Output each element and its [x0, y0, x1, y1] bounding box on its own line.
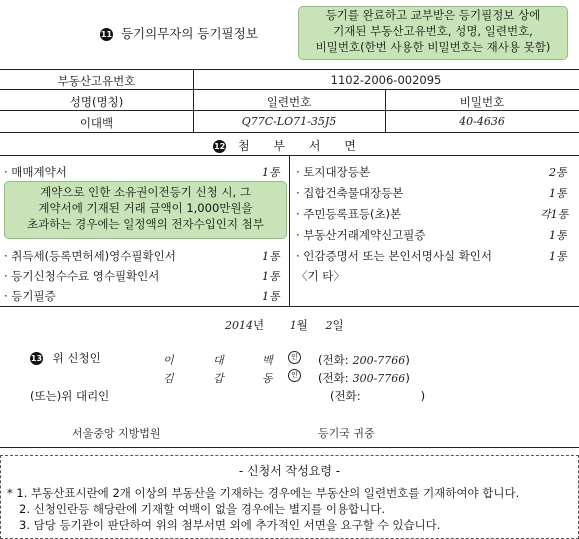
section-title: 등기의무자의 등기필정보 [120, 26, 258, 41]
col-header-password: 비밀번호 [459, 95, 505, 109]
phone-label: (전화: [318, 353, 349, 367]
applicant-name-char: 동 [262, 372, 273, 385]
applicant-label: 위 신청인 [52, 351, 101, 365]
other-label: 〈기 타〉 [296, 269, 345, 283]
note-line: 계약으로 인한 소유권이전등기 신청 시, 그 [40, 185, 251, 199]
owner-password: 40-4636 [459, 115, 505, 128]
attachment-item: · 매매계약서 [4, 165, 67, 179]
applicant-phone [318, 352, 410, 368]
instructions-box [0, 455, 579, 539]
application-date [225, 317, 344, 333]
attachment-item: · 부동산거래계약신고필증 [296, 228, 426, 242]
attachment-item: · 등기신청수수료 영수필확인서 [4, 269, 160, 283]
property-number: 1102-2006-002095 [330, 73, 442, 87]
attachment-item: · 인감증명서 또는 본인서명사실 확인서 [296, 249, 493, 263]
instruction-item: * 1. 부동산표시란에 2개 이상의 부동산을 기재하는 경우에는 부동산의 일련번호를 기재하여야 합니다. [7, 486, 520, 500]
attachment-item: · 주민등록표등(초)본 [296, 207, 402, 221]
applicant-name-char: 갑 [213, 372, 224, 385]
seal-mark [288, 368, 301, 382]
date-year-unit: 년 [253, 318, 265, 332]
attachments-title: 첨 부 서 면 [238, 139, 366, 153]
note-line: 비밀번호(한번 사용한 비밀번호는 재사용 못함) [315, 40, 551, 54]
registry-name: 등기국 귀중 [318, 427, 375, 440]
applicant-name-char: 대 [213, 354, 224, 367]
date-month: 1 [289, 319, 297, 332]
court-name: 서울중앙 지방법원 [72, 427, 161, 440]
seal-icon: 인 [288, 369, 301, 382]
col-header-name: 성명(명칭) [69, 95, 124, 109]
phone-close: ) [405, 371, 410, 385]
owner-serial: Q77C-LO71-35J5 [241, 115, 337, 128]
applicant-phone [318, 370, 410, 386]
attachment-count: 1통 [549, 229, 567, 242]
section-number-badge: 11 [100, 30, 113, 39]
applicant-name-char: 이 [163, 354, 174, 367]
property-label: 부동산고유번호 [57, 74, 136, 88]
attachment-item: · 취득세(등록면허세)영수필확인서 [4, 249, 176, 263]
phone-number: 300-7766 [352, 372, 406, 385]
stamp-note [4, 181, 287, 239]
note-line: 등기를 완료하고 교부받은 등기필정보 상에 [325, 8, 541, 22]
attachment-count: 1통 [549, 250, 567, 263]
attachment-item: · 등기필증 [4, 289, 56, 303]
attachment-count: 1통 [262, 250, 280, 263]
applicant-name-char: 김 [163, 372, 174, 385]
attachment-count: 1통 [262, 166, 280, 179]
note-line: 초과하는 경우에는 일정액의 전자수입인지 첨부 [27, 217, 264, 231]
attachment-item: · 집합건축물대장등본 [296, 186, 404, 200]
attachment-count: 각1통 [540, 208, 569, 221]
applicant-header [30, 350, 101, 366]
phone-close: ) [420, 389, 426, 403]
note-line: 계약서에 기재된 거래 금액이 1,000만원을 [38, 201, 253, 215]
section-number-badge: 13 [30, 354, 43, 363]
phone-label: (전화: [330, 389, 361, 403]
date-day-unit: 일 [332, 318, 344, 332]
attachment-count: 1통 [262, 290, 280, 303]
seal-icon: 인 [288, 351, 301, 364]
phone-label: (전화: [318, 371, 349, 385]
section-number-badge: 12 [214, 142, 226, 151]
instruction-item: 2. 신청인란등 해당란에 기재할 여백이 없을 경우에는 별지를 이용합니다. [19, 502, 386, 516]
attachment-count: 2통 [549, 166, 567, 179]
date-month-unit: 월 [296, 318, 308, 332]
attachment-count: 1통 [262, 270, 280, 283]
note-line: 기재된 부동산고유번호, 성명, 일련번호, [333, 24, 533, 38]
phone-close: ) [405, 353, 410, 367]
attachment-item: · 토지대장등본 [296, 165, 370, 179]
applicant-name-char: 백 [262, 354, 273, 367]
section-11-header [100, 24, 258, 42]
attachment-count: 1통 [549, 187, 567, 200]
instruction-item: 3. 담당 등기관이 판단하여 위의 첨부서면 외에 추가적인 서면을 요구할 수 있습니다. [19, 518, 441, 532]
date-day: 2 [325, 319, 333, 332]
instructions-title: - 신청서 작성요령 - [238, 464, 341, 478]
owner-name: 이대백 [79, 116, 114, 130]
agent-phone [330, 388, 425, 404]
col-header-serial: 일련번호 [266, 95, 312, 109]
agent-label: (또는)위 대리인 [30, 389, 110, 403]
passcode-note [298, 6, 568, 60]
attachments-header [0, 137, 579, 154]
date-year: 2014 [225, 319, 253, 332]
seal-mark [288, 350, 301, 364]
phone-number: 200-7766 [352, 354, 406, 367]
